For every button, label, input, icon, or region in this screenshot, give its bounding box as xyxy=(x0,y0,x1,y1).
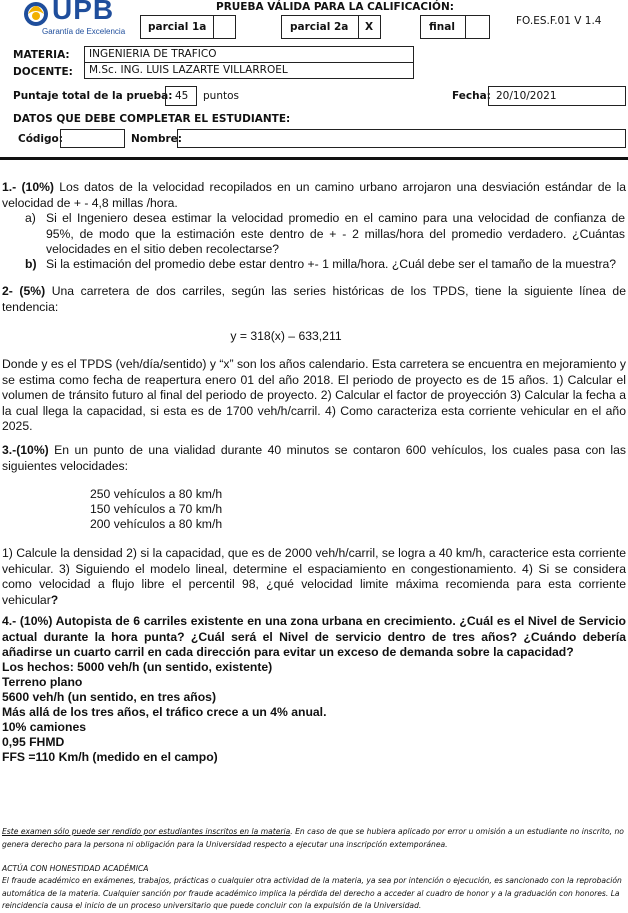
question-3-body-text: 1) Calcule la densidad 2) si la capacidad, que es de 2000 veh/h/carril, se logra a 40 km/h, caracterice esta corriente vehicular. 3) Siguiendo el modelo lineal, determine el espaciamiento en congestionamiento. 4) Si se considera como velocidad a flujo libre el percentil 98, ¿qué velocidad limite máxima recomienda para esta corriente vehicular xyxy=(2,546,626,607)
question-4-line-6: 0,95 FHMD xyxy=(2,735,65,749)
question-1a-text: Si el Ingeniero desea estimar la velocidad promedio en el camino para una velocidad de confianza de 95%, de modo que la estimación este dentro de + - 2 millas/hora del promedio verdadero. ¿Cuántas velocidades en el sitio deben recolectarse? xyxy=(46,211,625,256)
question-1b-text: Si la estimación del promedio debe estar dentro +- 1 milla/hora. ¿Cuál debe ser el tamaño de la muestra? xyxy=(46,257,617,271)
puntaje-field xyxy=(165,86,197,106)
upb-logo xyxy=(20,0,130,38)
logo-tagline: Garantía de Excelencia xyxy=(42,27,126,36)
question-4-line-3: 5600 veh/h (un sentido, en tres años) xyxy=(2,690,217,704)
question-1b xyxy=(25,257,625,273)
puntos-label: puntos xyxy=(203,90,239,102)
docente-label: DOCENTE: xyxy=(13,66,73,78)
question-3-speed-1: 250 vehículos a 80 km/h xyxy=(90,487,223,501)
fecha-value: 20/10/2021 xyxy=(496,90,557,102)
codigo-field[interactable] xyxy=(60,129,125,148)
question-4-line-5: 10% camiones xyxy=(2,720,87,734)
question-4: 4.- (10%) Autopista de 6 carriles existente en una zona urbana en crecimiento. ¿Cuál es el Nivel de Servicio actual durante la hora punta? ¿Cuál será el Nivel de servicio dentro de tres años? ¿Cuándo debería añadirse un cuarto carril en cada dirección para evitar un exceso de demanda sobre la capacidad? xyxy=(2,614,626,659)
docente-field xyxy=(84,62,414,79)
nombre-label: Nombre: xyxy=(131,133,182,145)
question-4-line-4: Más allá de los tres años, el tráfico crece a un 4% anual. xyxy=(2,705,327,719)
question-4-line-2: Terreno plano xyxy=(2,675,83,689)
fecha-label: Fecha: xyxy=(452,90,491,102)
datos-label: DATOS QUE DEBE COMPLETAR EL ESTUDIANTE: xyxy=(13,113,291,125)
question-2-number: 2- (5%) xyxy=(2,284,46,298)
question-3-number: 3.-(10%) xyxy=(2,443,49,457)
docente-value: M.Sc. ING. LUIS LAZARTE VILLARROEL xyxy=(89,64,288,76)
materia-label: MATERIA: xyxy=(13,49,70,61)
form-code: FO.ES.F.01 V 1.4 xyxy=(516,15,602,27)
question-2-text: Una carretera de dos carriles, según las series históricas de los TPDS, tiene la siguiente línea de tendencia: xyxy=(2,284,626,314)
question-1-text: Los datos de la velocidad recopilados en un camino urbano arrojaron una desviación estándar de la velocidad de + - 4,8 millas /hora. xyxy=(2,180,626,210)
question-1a-label: a) xyxy=(25,211,36,225)
question-1a xyxy=(25,211,625,258)
question-2-formula: y = 318(x) – 633,211 xyxy=(230,329,342,343)
question-3 xyxy=(2,443,626,474)
question-1 xyxy=(2,180,626,211)
exam-label: parcial 1a xyxy=(148,21,207,33)
question-1b-label: b) xyxy=(25,257,37,271)
question-4-line-7: FFS =110 Km/h (medido en el campo) xyxy=(2,750,218,764)
footer-honesty-heading: ACTÚA CON HONESTIDAD ACADÉMICA xyxy=(2,864,149,873)
question-3-speed-3: 200 vehículos a 80 km/h xyxy=(90,517,223,531)
header-divider xyxy=(0,157,628,160)
materia-value: INGENIERIA DE TRAFICO xyxy=(89,48,217,60)
exam-label: parcial 2a xyxy=(290,21,349,33)
header-title: PRUEBA VÁLIDA PARA LA CALIFICACIÓN: xyxy=(216,1,454,13)
question-4-line-1: Los hechos: 5000 veh/h (un sentido, existente) xyxy=(2,660,273,674)
puntaje-value: 45 xyxy=(175,90,189,102)
puntaje-label: Puntaje total de la prueba: xyxy=(13,90,173,102)
footer-notice-underlined: Este examen sólo puede ser rendido por estudiantes inscritos en la materia xyxy=(2,827,291,836)
footer-notice-text: . En caso de que se hubiera aplicado por error u omisión a un estudiante no inscrito, no genera derecho para la persona ni obligación para la Universidad respecto a ejecutar una inscripción extemporánea. xyxy=(2,827,624,849)
logo-name: UPB xyxy=(52,0,115,25)
question-2 xyxy=(2,284,626,315)
exam-label: final xyxy=(429,21,455,33)
materia-field xyxy=(84,46,414,63)
codigo-label: Código: xyxy=(18,133,63,145)
question-3-end: ? xyxy=(50,592,59,607)
footer-notice xyxy=(2,826,624,851)
question-2-body: Donde y es el TPDS (veh/día/sentido) y “x” son los años calendario. Esta carretera se encuentra en mejoramiento y se estima como fecha de reapertura enero 01 del año 2018. El periodo de proyecto es de 15 años. 1) Calcular el volumen de tránsito futuro al final del periodo de proyecto. 2) Calcular el factor de proyección 3) Calcular la fecha a la cual llega la capacidad, si esta es de 1700 veh/h/carril. 4) Como caracteriza esta corriente vehicular en el año 2025. xyxy=(2,357,626,433)
exam-mark: X xyxy=(365,21,374,33)
question-3-speed-2: 150 vehículos a 70 km/h xyxy=(90,502,223,516)
exam-final-checkbox[interactable] xyxy=(465,15,490,39)
fecha-field xyxy=(488,86,626,106)
footer-honesty-text: El fraude académico en exámenes, trabajos, prácticas o cualquier otra actividad de la materia, ya sea por intención o ejecución, es sancionado con la reprobación automática de la materia. Cualquier sanción por fraude académico implica la pérdida del derecho a acceder al cuadro de honor y a la graduación con honores. La reincidencia causa el inicio de un proceso universitario que puede concluir con la expulsión de la Universidad. xyxy=(2,876,622,910)
question-1-number: 1.- (10%) xyxy=(2,180,54,194)
question-3-body xyxy=(2,546,626,608)
exam-parcial-1a-checkbox[interactable] xyxy=(213,15,236,39)
question-3-text: En un punto de una vialidad durante 40 minutos se contaron 600 vehículos, los cuales pasa con las siguientes velocidades: xyxy=(2,443,626,473)
nombre-field[interactable] xyxy=(177,129,626,148)
exam-parcial-2a-checkbox[interactable] xyxy=(358,15,381,39)
